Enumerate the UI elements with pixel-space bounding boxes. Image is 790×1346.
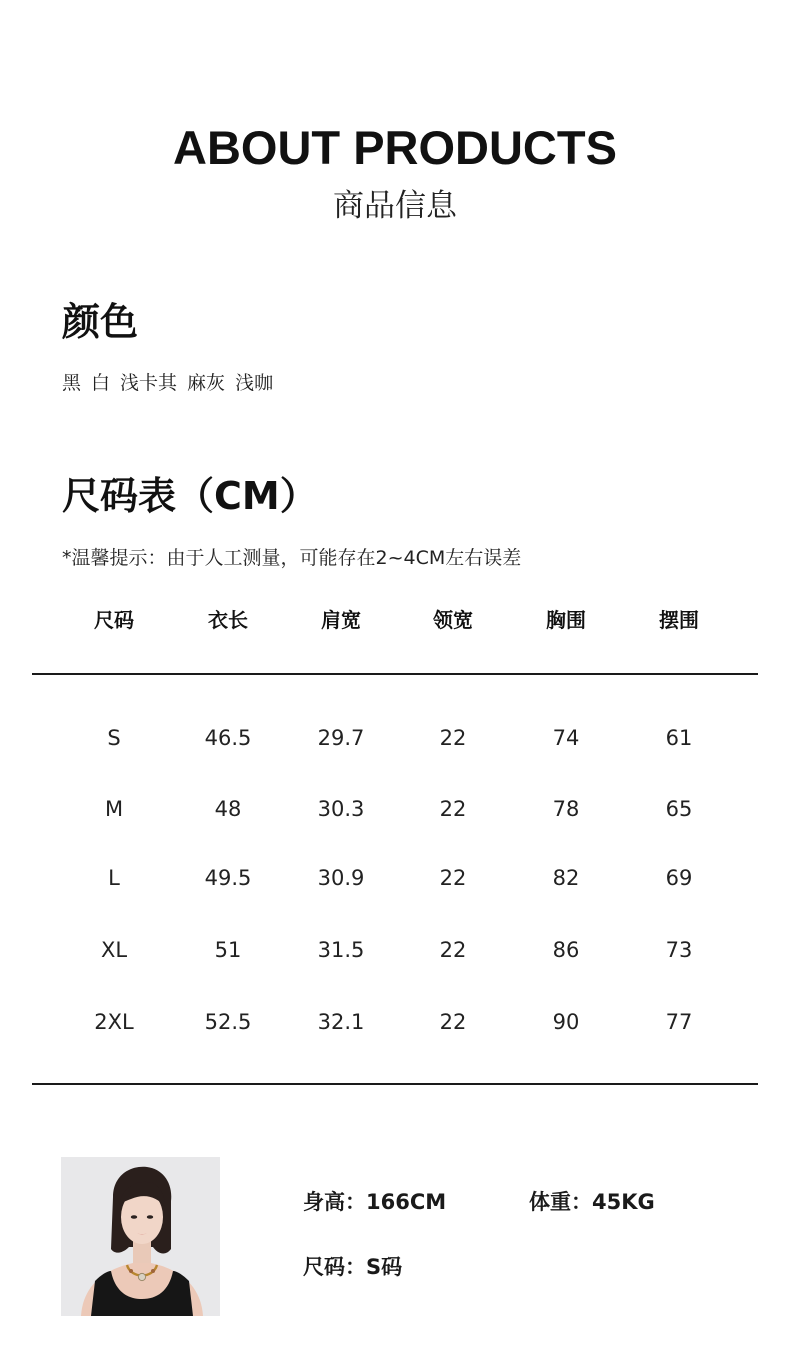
measurement-cell: 78 [552,797,580,821]
measurement-cell: 74 [552,726,580,750]
color-item: 白 [91,372,111,394]
model-portrait-icon [61,1157,220,1316]
page-title-cn: 商品信息 [333,188,457,224]
color-item: 浅卡其 [120,372,178,394]
measurement-cell: 22 [439,938,467,962]
measurement-cell: 30.3 [317,797,365,821]
measurement-cell: 69 [665,866,693,890]
measurement-cell: 82 [552,866,580,890]
measurement-cell: 90 [552,1010,580,1034]
measurement-cell: 46.5 [204,726,252,750]
size-label-cell: L [108,866,120,890]
measurement-cell: 77 [665,1010,693,1034]
measurement-cell: 73 [665,938,693,962]
colors-heading: 颜色 [62,300,139,344]
measurement-note: *温馨提示：由于人工测量，可能存在2~4CM左右误差 [62,547,522,569]
measurement-cell: 22 [439,1010,467,1034]
measurement-cell: 22 [439,726,467,750]
measurement-cell: 86 [552,938,580,962]
measurement-cell: 65 [665,797,693,821]
column-header: 肩宽 [321,608,361,632]
column-header: 摆围 [659,608,699,632]
size-chart-heading: 尺码表（CM） [62,474,318,518]
model-size: 尺码：S码 [303,1255,403,1279]
size-label-cell: M [104,797,124,821]
size-label-cell: 2XL [94,1010,134,1034]
measurement-cell: 61 [665,726,693,750]
model-height: 身高：166CM [303,1190,447,1214]
measurement-cell: 30.9 [317,866,365,890]
measurement-cell: 48 [214,797,242,821]
measurement-cell: 22 [439,797,467,821]
model-weight: 体重：45KG [529,1190,655,1214]
measurement-cell: 29.7 [317,726,365,750]
measurement-cell: 49.5 [204,866,252,890]
page-title-en: ABOUT PRODUCTS [173,121,617,174]
model-photo [61,1157,220,1316]
measurement-cell: 51 [214,938,242,962]
color-item: 浅咖 [235,372,274,394]
size-label-cell: XL [100,938,128,962]
measurement-cell: 32.1 [317,1010,365,1034]
color-list [62,370,273,396]
column-header: 尺码 [94,608,134,632]
measurement-cell: 22 [439,866,467,890]
color-item: 麻灰 [187,372,226,394]
color-item: 黑 [62,372,82,394]
column-header: 衣长 [208,608,248,632]
table-bottom-rule [32,1083,758,1085]
table-top-rule [32,673,758,675]
column-header: 胸围 [546,608,586,632]
size-label-cell: S [107,726,121,750]
column-header: 领宽 [433,608,473,632]
measurement-cell: 52.5 [204,1010,252,1034]
measurement-cell: 31.5 [317,938,365,962]
